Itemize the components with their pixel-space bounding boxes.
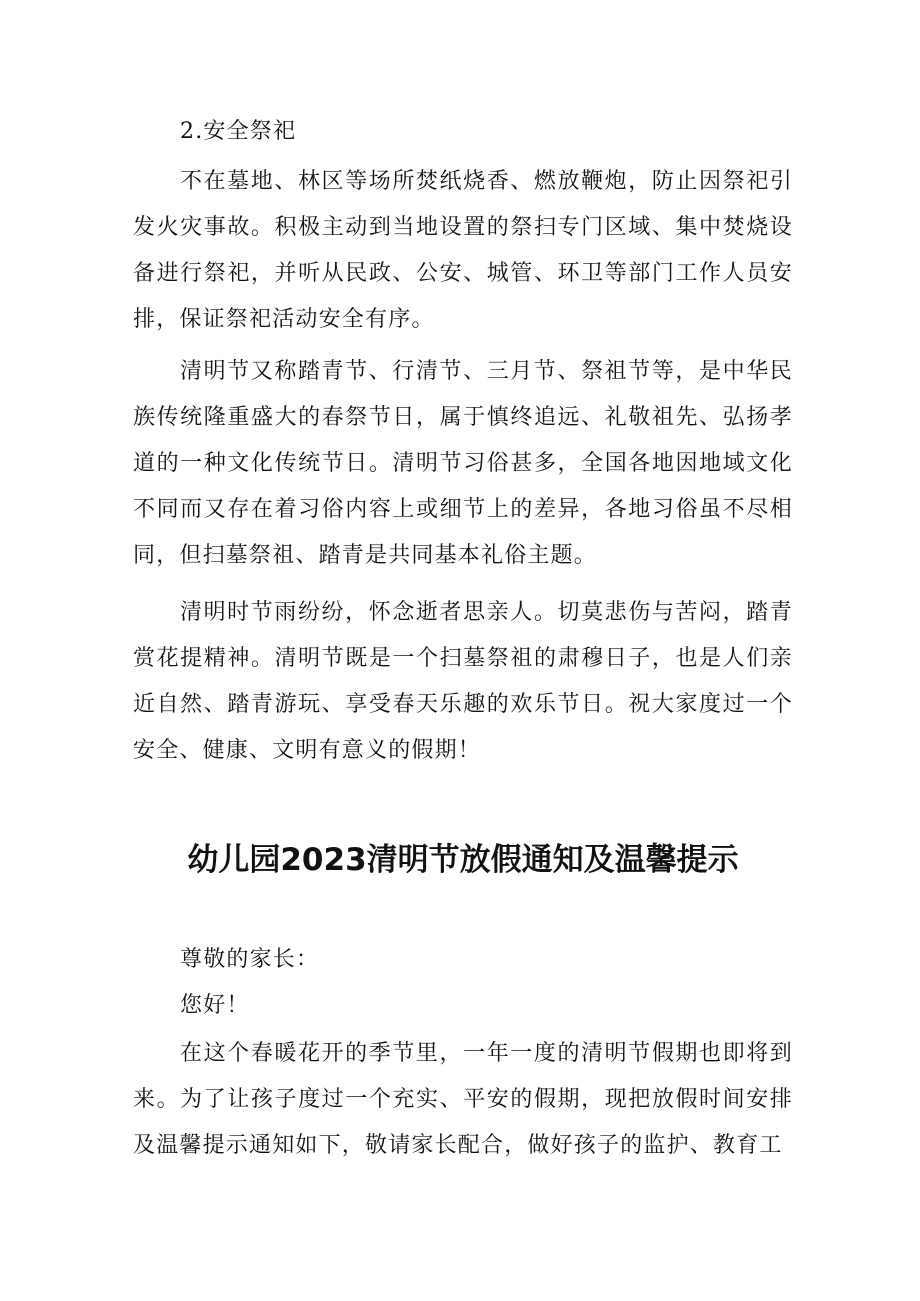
salutation: 尊敬的家长：	[180, 947, 320, 972]
closing-wishes-paragraph: 清明时节雨纷纷，怀念逝者思亲人。切莫悲伤与苦闷，踏青赏花提精神。清明节既是一个扫墓祭祖的肃穆日子，也是人们亲近自然、踏青游玩、享受春天乐趣的欢乐节日。祝大家度过一个安全、健康、文明有意义的假期！	[133, 600, 793, 763]
notice-title: 幼儿园2023清明节放假通知及温馨提示	[187, 842, 739, 878]
section-subheading: 2.安全祭祀	[180, 119, 297, 144]
notice-body-paragraph: 在这个春暖花开的季节里，一年一度的清明节假期也即将到来。为了让孩子度过一个充实、平安的假期，现把放假时间安排及温馨提示通知如下，敬请家长配合，做好孩子的监护、教育工	[133, 1041, 793, 1158]
greeting: 您好！	[180, 993, 250, 1018]
safety-paragraph: 不在墓地、林区等场所焚纸烧香、燃放鞭炮，防止因祭祀引发火灾事故。积极主动到当地设置的祭扫专门区域、集中焚烧设备进行祭祀，并听从民政、公安、城管、环卫等部门工作人员安排，保证祭祀活动安全有序。	[133, 169, 793, 332]
festival-description-paragraph: 清明节又称踏青节、行清节、三月节、祭祖节等，是中华民族传统隆重盛大的春祭节日，属于慎终追远、礼敬祖先、弘扬孝道的一种文化传统节日。清明节习俗甚多，全国各地因地域文化不同而又存在着习俗内容上或细节上的差异，各地习俗虽不尽相同，但扫墓祭祖、踏青是共同基本礼俗主题。	[133, 359, 793, 568]
